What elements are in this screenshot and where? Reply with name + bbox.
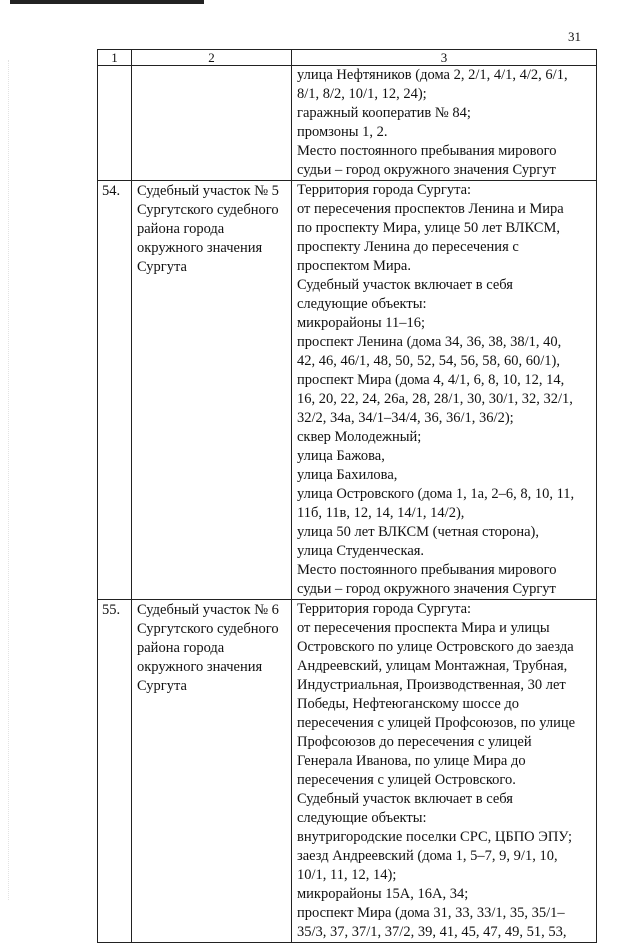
header-col-1: 1 xyxy=(98,50,132,66)
table-header-row xyxy=(98,50,597,66)
row-name-cell xyxy=(132,600,292,943)
description-line: Генерала Иванова, по улице Мира до xyxy=(297,753,526,769)
description-line: Профсоюзов до пересечения с улицей xyxy=(297,734,532,750)
description-line: промзоны 1, 2. xyxy=(297,124,388,140)
row-number-cell xyxy=(98,66,132,181)
description-line: 16, 20, 22, 24, 26а, 28, 28/1, 30, 30/1, 32, 32/1, xyxy=(297,391,573,407)
description-line: Победы, Нефтеюганскому шоссе до xyxy=(297,696,520,712)
district-name-line: Судебный участок № 6 xyxy=(137,602,279,618)
description-line: проспект Мира (дома 31, 33, 33/1, 35, 35/1– xyxy=(297,905,565,921)
description-line: 10/1, 11, 12, 14); xyxy=(297,867,397,883)
description-line: улица Островского (дома 1, 1а, 2–6, 8, 10, 11, xyxy=(297,486,575,502)
description-line: Место постоянного пребывания мирового xyxy=(297,143,557,159)
description-line: от пересечения проспектов Ленина и Мира xyxy=(297,201,564,217)
header-col-2: 2 xyxy=(132,50,292,66)
description-line: Место постоянного пребывания мирового xyxy=(297,562,557,578)
description-line: по проспекту Мира, улице 50 лет ВЛКСМ, xyxy=(297,220,560,236)
description-line: улица 50 лет ВЛКСМ (четная сторона), xyxy=(297,524,540,540)
description-line: проспекту Ленина до пересечения с xyxy=(297,239,519,255)
description-line: сквер Молодежный; xyxy=(297,429,422,445)
table-row-continuation xyxy=(98,66,597,181)
description-line: Судебный участок включает в себя xyxy=(297,791,513,807)
description-line: 35/3, 37, 37/1, 37/2, 39, 41, 45, 47, 49, 51, 53, xyxy=(297,924,567,940)
row-number: 54. xyxy=(98,181,132,600)
header-col-3: 3 xyxy=(292,50,597,66)
description-line: 32/2, 34а, 34/1–34/4, 36, 36/1, 36/2); xyxy=(297,410,514,426)
description-line: Индустриальная, Производственная, 30 лет xyxy=(297,677,566,693)
district-name-line: окружного значения xyxy=(137,240,263,256)
description-line: Островского по улице Островского до заезда xyxy=(297,639,574,655)
description-line: пересечения с улицей Профсоюзов, по улице xyxy=(297,715,576,731)
description-line: следующие объекты: xyxy=(297,810,427,826)
table-row-55 xyxy=(98,600,597,943)
district-name-line: окружного значения xyxy=(137,659,263,675)
row-description-cell xyxy=(292,66,597,181)
district-name-line: Сургутского судебного xyxy=(137,621,279,637)
description-line: 8/1, 8/2, 10/1, 12, 24); xyxy=(297,86,427,102)
description-line: пересечения с улицей Островского. xyxy=(297,772,516,788)
district-name-line: Сургута xyxy=(137,259,187,275)
district-name-line: района города xyxy=(137,221,225,237)
description-line: судьи – город окружного значения Сургут xyxy=(297,162,556,178)
description-line: Территория города Сургута: xyxy=(297,182,472,198)
description-line: Андреевский, улицам Монтажная, Трубная, xyxy=(297,658,568,674)
row-description-cell xyxy=(292,600,597,943)
description-line: Судебный участок включает в себя xyxy=(297,277,513,293)
description-line: улица Студенческая. xyxy=(297,543,425,559)
table-row-54 xyxy=(98,181,597,600)
page-number: 31 xyxy=(568,29,581,44)
description-line: улица Бахилова, xyxy=(297,467,398,483)
row-name-cell xyxy=(132,181,292,600)
row-number: 55. xyxy=(98,600,132,943)
description-line: гаражный кооператив № 84; xyxy=(297,105,471,121)
scan-margin-marks xyxy=(8,60,10,900)
description-line: проспект Мира (дома 4, 4/1, 6, 8, 10, 12, 14, xyxy=(297,372,565,388)
row-name-cell xyxy=(132,66,292,181)
description-line: улица Нефтяников (дома 2, 2/1, 4/1, 4/2, 6/1, xyxy=(297,67,568,83)
description-line: Территория города Сургута: xyxy=(297,601,472,617)
district-name-line: Сургута xyxy=(137,678,187,694)
top-edge-bar xyxy=(10,0,204,4)
district-name-line: района города xyxy=(137,640,225,656)
description-line: 11б, 11в, 12, 14, 14/1, 14/2), xyxy=(297,505,465,521)
description-line: внутригородские поселки СРС, ЦБПО ЭПУ; xyxy=(297,829,573,845)
description-line: следующие объекты: xyxy=(297,296,427,312)
row-description-cell xyxy=(292,181,597,600)
description-line: заезд Андреевский (дома 1, 5–7, 9, 9/1, 10, xyxy=(297,848,558,864)
district-name-line: Судебный участок № 5 xyxy=(137,183,279,199)
description-line: проспект Ленина (дома 34, 36, 38, 38/1, 40, xyxy=(297,334,562,350)
description-line: микрорайоны 15А, 16А, 34; xyxy=(297,886,469,902)
description-line: микрорайоны 11–16; xyxy=(297,315,426,331)
description-line: 42, 46, 46/1, 48, 50, 52, 54, 56, 58, 60, 60/1), xyxy=(297,353,561,369)
district-name-line: Сургутского судебного xyxy=(137,202,279,218)
description-line: от пересечения проспекта Мира и улицы xyxy=(297,620,550,636)
description-line: судьи – город окружного значения Сургут xyxy=(297,581,556,597)
court-districts-table xyxy=(97,49,597,943)
description-line: улица Бажова, xyxy=(297,448,385,464)
description-line: проспектом Мира. xyxy=(297,258,411,274)
